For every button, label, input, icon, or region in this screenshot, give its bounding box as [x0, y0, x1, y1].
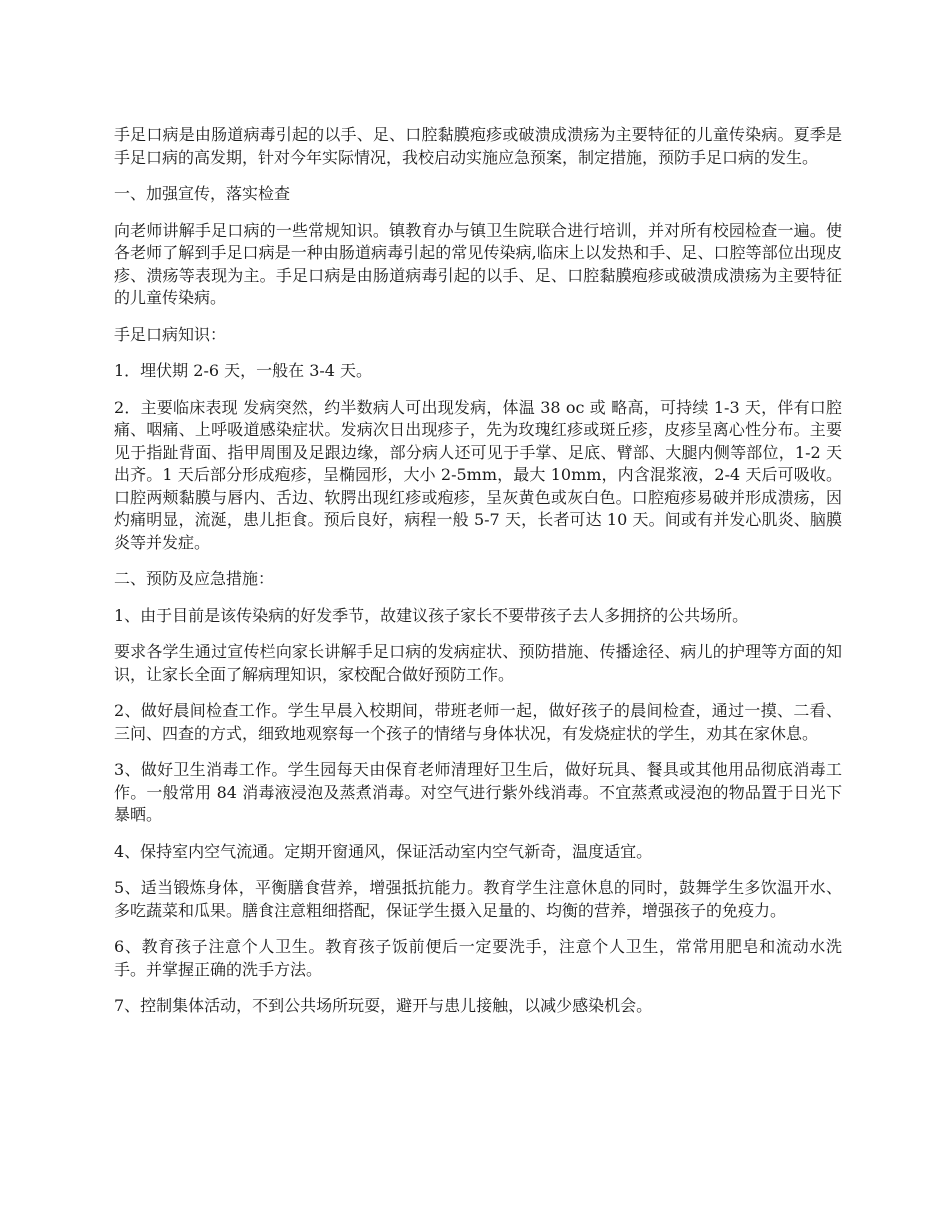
- intro-paragraph: 手足口病是由肠道病毒引起的以手、足、口腔黏膜疱疹或破溃成溃疡为主要特征的儿童传染病。夏季是手足口病的高发期，针对今年实际情况，我校启动实施应急预案，制定措施，预防手足口病的发生。: [114, 125, 842, 167]
- section-heading-prevention: 二、预防及应急措施：: [114, 569, 275, 588]
- body-paragraph: 向老师讲解手足口病的一些常规知识。镇教育办与镇卫生院联合进行培训，并对所有校园检查一遍。使各老师了解到手足口病是一种由肠道病毒引起的常见传染病,临床上以发热和手、足、口腔等部位出现皮疹、溃疡等表现为主。手足口病是由肠道病毒引起的以手、足、口腔黏膜疱疹或破溃成溃疡为主要特征的儿童传染病。: [114, 220, 842, 307]
- measure-item-2: 2、做好晨间检查工作。学生早晨入校期间，带班老师一起，做好孩子的晨间检查，通过一摸、二看、三问、四查的方式，细致地观察每一个孩子的情绪与身体状况，有发烧症状的学生，劝其在家休息。: [114, 701, 842, 743]
- measure-item-3: 3、做好卫生消毒工作。学生园每天由保育老师清理好卫生后，做好玩具、餐具或其他用品彻底消毒工作。一般常用 84 消毒液浸泡及蒸煮消毒。对空气进行紫外线消毒。不宜蒸煮或浸泡的物品置于日光下暴晒。: [114, 760, 842, 824]
- section-heading-publicity: 一、加强宣传，落实检查: [114, 184, 291, 203]
- list-item-symptoms: 2．主要临床表现 发病突然，约半数病人可出现发病，体温 38 oc 或 略高，可持续 1-3 天，伴有口腔痛、咽痛、上呼吸道感染症状。发病次日出现疹子，先为玫瑰红疹或斑丘疹，皮疹呈离心性分布。主要见于指趾背面、指甲周围及足跟边缘，部分病人还可见于手掌、足底、臂部、大腿内侧等部位，1-2 天出齐。1 天后部分形成疱疹，呈椭园形，大小 2-5mm，最大 10mm，内含混浆液，2-4 天后可吸收。口腔两颊黏膜与唇内、舌边、软腭出现红疹或疱疹，呈灰黄色或灰白色。口腔疱疹易破并形成溃疡，因灼痛明显，流涎，患儿拒食。预后良好，病程一般 5-7 天，长者可达 10 天。间或有并发心肌炎、脑膜炎等并发症。: [114, 397, 842, 552]
- measure-item-1: 1、由于目前是该传染病的好发季节，故建议孩子家长不要带孩子去人多拥挤的公共场所。: [114, 605, 749, 625]
- list-item-incubation: 1．埋伏期 2-6 天，一般在 3-4 天。: [114, 361, 373, 380]
- measure-item-5: 5、适当锻炼身体，平衡膳食营养，增强抵抗能力。教育学生注意休息的同时，鼓舞学生多饮温开水、多吃蔬菜和瓜果。膳食注意粗细搭配，保证学生摄入足量的、均衡的营养，增强孩子的免疫力。: [114, 878, 842, 920]
- document-body: [114, 124, 842, 1032]
- measure-item-6: 6、教育孩子注意个人卫生。教育孩子饭前便后一定要洗手，注意个人卫生，常常用肥皂和流动水洗手。并掌握正确的洗手方法。: [114, 937, 842, 979]
- measure-item-4: 4、保持室内空气流通。定期开窗通风，保证活动室内空气新奇，温度适宜。: [114, 841, 653, 861]
- subheading-knowledge: 手足口病知识：: [114, 324, 227, 344]
- body-paragraph: 要求各学生通过宣传栏向家长讲解手足口病的发病症状、预防措施、传播途径、病儿的护理等方面的知识，让家长全面了解病理知识，家校配合做好预防工作。: [114, 642, 842, 684]
- measure-item-7: 7、控制集体活动，不到公共场所玩耍，避开与患儿接触，以减少感染机会。: [114, 996, 653, 1015]
